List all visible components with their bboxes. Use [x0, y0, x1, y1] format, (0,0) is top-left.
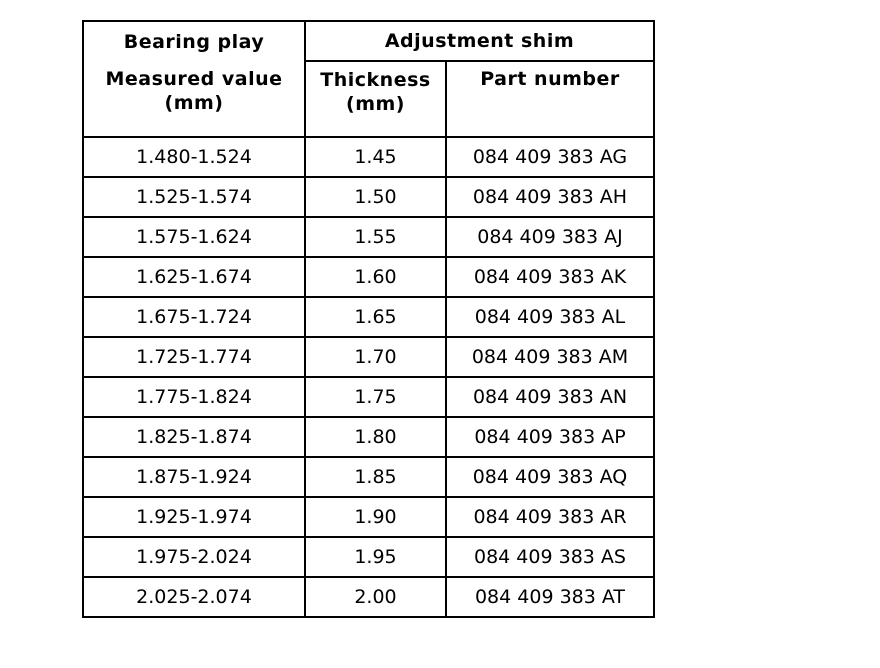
- thickness-cell: 1.85: [305, 457, 446, 497]
- measured-value-cell: 1.525-1.574: [83, 177, 305, 217]
- measured-value-cell: 1.625-1.674: [83, 257, 305, 297]
- part-number-cell: 084 409 383 AT: [446, 577, 654, 617]
- thickness-unit: (mm): [346, 93, 405, 115]
- measured-value-cell: 2.025-2.074: [83, 577, 305, 617]
- part-number-cell: 084 409 383 AG: [446, 137, 654, 177]
- table-row: [83, 417, 654, 457]
- part-number-cell: 084 409 383 AM: [446, 337, 654, 377]
- part-number-cell: 084 409 383 AN: [446, 377, 654, 417]
- part-number-cell: 084 409 383 AS: [446, 537, 654, 577]
- measured-value-cell: 1.825-1.874: [83, 417, 305, 457]
- measured-value-label: Measured value: [105, 68, 283, 90]
- measured-value-unit: (mm): [164, 92, 224, 114]
- part-number-cell: 084 409 383 AP: [446, 417, 654, 457]
- header-measured-value: [83, 61, 305, 137]
- thickness-cell: 1.80: [305, 417, 446, 457]
- thickness-label: Thickness: [320, 69, 431, 91]
- table-row: [83, 177, 654, 217]
- measured-value-cell: 1.975-2.024: [83, 537, 305, 577]
- part-number-cell: 084 409 383 AK: [446, 257, 654, 297]
- thickness-cell: 2.00: [305, 577, 446, 617]
- table-row: [83, 537, 654, 577]
- thickness-cell: 1.60: [305, 257, 446, 297]
- table-row: [83, 297, 654, 337]
- table-row: [83, 377, 654, 417]
- table-row: [83, 457, 654, 497]
- thickness-cell: 1.95: [305, 537, 446, 577]
- table-row: [83, 337, 654, 377]
- thickness-cell: 1.75: [305, 377, 446, 417]
- shim-table: [82, 20, 655, 618]
- thickness-cell: 1.45: [305, 137, 446, 177]
- measured-value-cell: 1.875-1.924: [83, 457, 305, 497]
- table-row: [83, 137, 654, 177]
- header-part-number: Part number: [446, 61, 654, 137]
- thickness-cell: 1.55: [305, 217, 446, 257]
- measured-value-cell: 1.725-1.774: [83, 337, 305, 377]
- part-number-cell: 084 409 383 AQ: [446, 457, 654, 497]
- measured-value-cell: 1.675-1.724: [83, 297, 305, 337]
- measured-value-cell: 1.925-1.974: [83, 497, 305, 537]
- header-adjustment-shim: Adjustment shim: [305, 21, 654, 61]
- table-row: [83, 497, 654, 537]
- thickness-cell: 1.50: [305, 177, 446, 217]
- table-row: [83, 217, 654, 257]
- header-thickness: [305, 61, 446, 137]
- measured-value-cell: 1.575-1.624: [83, 217, 305, 257]
- table-header: [83, 21, 654, 137]
- part-number-cell: 084 409 383 AH: [446, 177, 654, 217]
- measured-value-cell: 1.480-1.524: [83, 137, 305, 177]
- table-body: [83, 137, 654, 617]
- table-row: [83, 257, 654, 297]
- part-number-cell: 084 409 383 AR: [446, 497, 654, 537]
- table-row: [83, 577, 654, 617]
- measured-value-cell: 1.775-1.824: [83, 377, 305, 417]
- header-bearing-play: Bearing play: [83, 21, 305, 61]
- thickness-cell: 1.65: [305, 297, 446, 337]
- part-number-cell: 084 409 383 AJ: [446, 217, 654, 257]
- thickness-cell: 1.90: [305, 497, 446, 537]
- thickness-cell: 1.70: [305, 337, 446, 377]
- part-number-cell: 084 409 383 AL: [446, 297, 654, 337]
